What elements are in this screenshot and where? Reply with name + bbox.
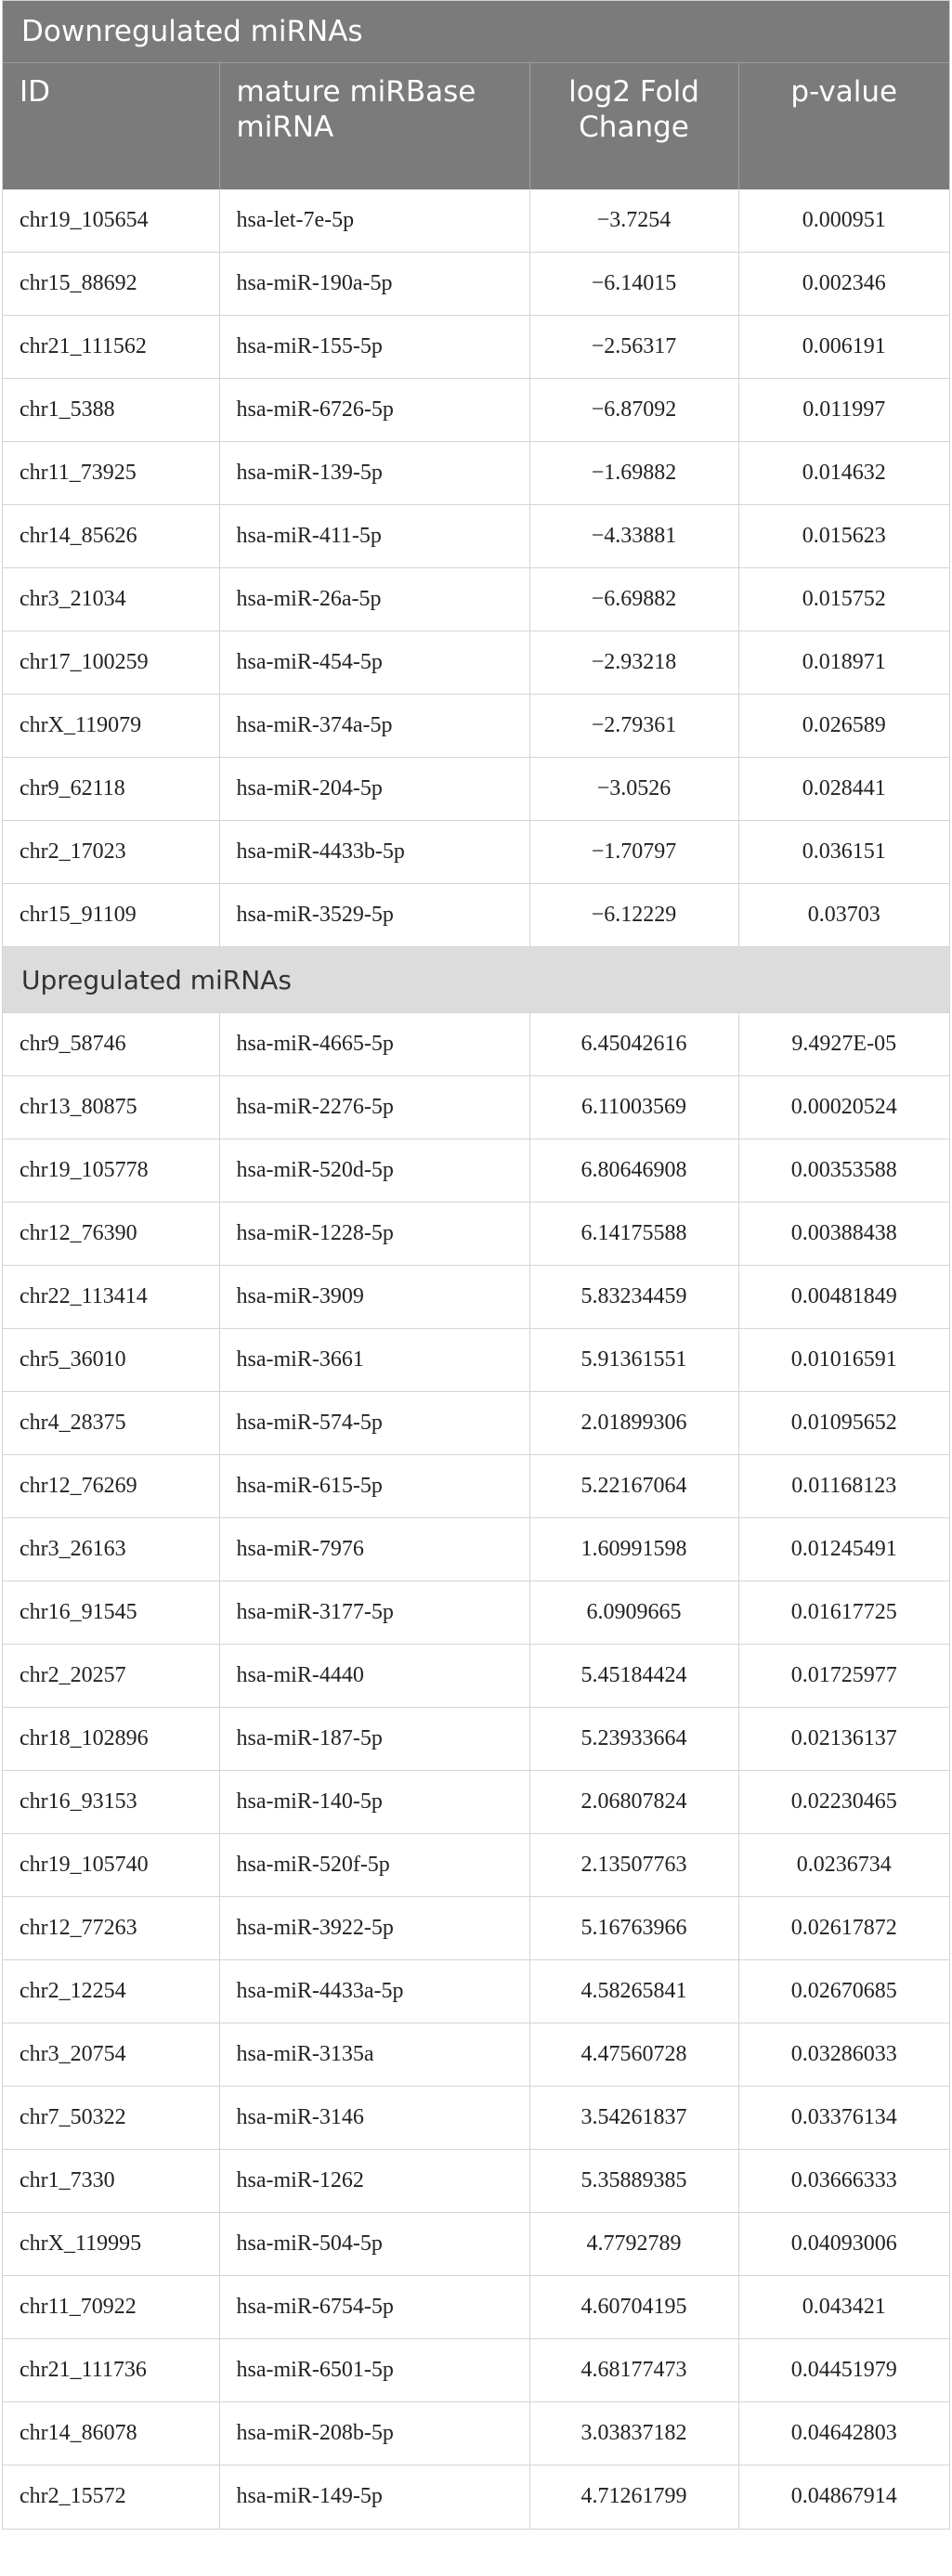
- table-row: [3, 631, 949, 695]
- cell-id: chrX_119079: [3, 695, 219, 758]
- cell-mirna: hsa-miR-187-5p: [219, 1708, 529, 1771]
- cell-pvalue: 0.01095652: [738, 1392, 949, 1455]
- table-row: [3, 1897, 949, 1960]
- cell-mirna: hsa-miR-3146: [219, 2087, 529, 2150]
- table-row: [3, 2276, 949, 2339]
- cell-mirna: hsa-miR-204-5p: [219, 758, 529, 821]
- cell-mirna: hsa-miR-454-5p: [219, 631, 529, 695]
- table-row: [3, 1329, 949, 1392]
- cell-mirna: hsa-miR-2276-5p: [219, 1076, 529, 1139]
- cell-id: chr21_111736: [3, 2339, 219, 2402]
- table-row: [3, 505, 949, 568]
- cell-mirna: hsa-miR-1228-5p: [219, 1203, 529, 1266]
- upregulated-section-header: [3, 947, 949, 1013]
- cell-id: chr2_17023: [3, 821, 219, 884]
- cell-fold-change: 2.13507763: [529, 1834, 738, 1897]
- table-row: [3, 2023, 949, 2087]
- table-row: [3, 1581, 949, 1645]
- cell-id: chr16_93153: [3, 1771, 219, 1834]
- cell-mirna: hsa-miR-374a-5p: [219, 695, 529, 758]
- cell-mirna: hsa-miR-3529-5p: [219, 884, 529, 947]
- table-row: [3, 1266, 949, 1329]
- cell-id: chrX_119995: [3, 2213, 219, 2276]
- cell-pvalue: 0.02670685: [738, 1960, 949, 2023]
- table-row: [3, 189, 949, 253]
- cell-pvalue: 0.03286033: [738, 2023, 949, 2087]
- cell-fold-change: −2.56317: [529, 316, 738, 379]
- cell-fold-change: 1.60991598: [529, 1518, 738, 1581]
- cell-pvalue: 0.002346: [738, 253, 949, 316]
- cell-fold-change: −1.69882: [529, 442, 738, 505]
- cell-pvalue: 0.011997: [738, 379, 949, 442]
- header-fc-line2: Change: [579, 111, 689, 144]
- cell-id: chr15_91109: [3, 884, 219, 947]
- cell-pvalue: 0.00020524: [738, 1076, 949, 1139]
- cell-pvalue: 0.00353588: [738, 1139, 949, 1203]
- cell-mirna: hsa-miR-6754-5p: [219, 2276, 529, 2339]
- cell-mirna: hsa-miR-26a-5p: [219, 568, 529, 631]
- cell-fold-change: −4.33881: [529, 505, 738, 568]
- cell-pvalue: 0.03666333: [738, 2150, 949, 2213]
- cell-fold-change: 6.45042616: [529, 1013, 738, 1076]
- cell-fold-change: 3.54261837: [529, 2087, 738, 2150]
- table-row: [3, 568, 949, 631]
- cell-fold-change: 5.23933664: [529, 1708, 738, 1771]
- cell-fold-change: 4.47560728: [529, 2023, 738, 2087]
- table-row: [3, 1834, 949, 1897]
- cell-id: chr3_21034: [3, 568, 219, 631]
- cell-id: chr9_62118: [3, 758, 219, 821]
- downregulated-title: Downregulated miRNAs: [3, 1, 949, 63]
- cell-pvalue: 0.01016591: [738, 1329, 949, 1392]
- cell-pvalue: 0.03703: [738, 884, 949, 947]
- cell-id: chr12_77263: [3, 1897, 219, 1960]
- cell-mirna: hsa-miR-139-5p: [219, 442, 529, 505]
- cell-fold-change: −2.93218: [529, 631, 738, 695]
- cell-pvalue: 0.018971: [738, 631, 949, 695]
- mirna-table: [3, 1, 949, 2529]
- cell-pvalue: 0.006191: [738, 316, 949, 379]
- cell-id: chr13_80875: [3, 1076, 219, 1139]
- header-pvalue: [738, 63, 949, 189]
- cell-mirna: hsa-miR-3922-5p: [219, 1897, 529, 1960]
- cell-fold-change: 5.83234459: [529, 1266, 738, 1329]
- cell-pvalue: 0.00388438: [738, 1203, 949, 1266]
- table-row: [3, 1455, 949, 1518]
- table-row: [3, 1139, 949, 1203]
- cell-mirna: hsa-miR-574-5p: [219, 1392, 529, 1455]
- cell-mirna: hsa-miR-3135a: [219, 2023, 529, 2087]
- table-row: [3, 1771, 949, 1834]
- cell-id: chr9_58746: [3, 1013, 219, 1076]
- cell-fold-change: −6.69882: [529, 568, 738, 631]
- cell-pvalue: 0.00481849: [738, 1266, 949, 1329]
- cell-id: chr14_85626: [3, 505, 219, 568]
- table-row: [3, 379, 949, 442]
- cell-id: chr19_105740: [3, 1834, 219, 1897]
- cell-mirna: hsa-miR-190a-5p: [219, 253, 529, 316]
- table-row: [3, 2402, 949, 2465]
- cell-pvalue: 0.036151: [738, 821, 949, 884]
- header-mirna-line2: miRNA: [236, 111, 334, 144]
- cell-fold-change: −6.12229: [529, 884, 738, 947]
- cell-id: chr2_20257: [3, 1645, 219, 1708]
- cell-id: chr14_86078: [3, 2402, 219, 2465]
- cell-id: chr3_20754: [3, 2023, 219, 2087]
- cell-id: chr12_76390: [3, 1203, 219, 1266]
- table-row: [3, 1392, 949, 1455]
- cell-pvalue: 0.0236734: [738, 1834, 949, 1897]
- cell-pvalue: 0.01617725: [738, 1581, 949, 1645]
- cell-id: chr7_50322: [3, 2087, 219, 2150]
- upregulated-title: Upregulated miRNAs: [3, 947, 949, 1013]
- mirna-table-container: [2, 0, 950, 2530]
- cell-id: chr5_36010: [3, 1329, 219, 1392]
- table-row: [3, 1960, 949, 2023]
- cell-pvalue: 0.02230465: [738, 1771, 949, 1834]
- cell-fold-change: 2.01899306: [529, 1392, 738, 1455]
- cell-fold-change: 4.60704195: [529, 2276, 738, 2339]
- cell-id: chr12_76269: [3, 1455, 219, 1518]
- cell-id: chr11_73925: [3, 442, 219, 505]
- downregulated-section-header: [3, 1, 949, 63]
- cell-mirna: hsa-miR-4433a-5p: [219, 1960, 529, 2023]
- cell-fold-change: −3.7254: [529, 189, 738, 253]
- cell-id: chr15_88692: [3, 253, 219, 316]
- cell-fold-change: 4.68177473: [529, 2339, 738, 2402]
- cell-fold-change: 3.03837182: [529, 2402, 738, 2465]
- cell-id: chr21_111562: [3, 316, 219, 379]
- cell-pvalue: 0.01245491: [738, 1518, 949, 1581]
- cell-fold-change: 6.0909665: [529, 1581, 738, 1645]
- cell-mirna: hsa-miR-140-5p: [219, 1771, 529, 1834]
- table-row: [3, 821, 949, 884]
- cell-fold-change: 2.06807824: [529, 1771, 738, 1834]
- header-fold-change: [529, 63, 738, 189]
- cell-fold-change: −6.14015: [529, 253, 738, 316]
- cell-id: chr1_7330: [3, 2150, 219, 2213]
- cell-id: chr22_113414: [3, 1266, 219, 1329]
- cell-mirna: hsa-miR-504-5p: [219, 2213, 529, 2276]
- cell-fold-change: 6.80646908: [529, 1139, 738, 1203]
- table-row: [3, 2213, 949, 2276]
- cell-pvalue: 0.000951: [738, 189, 949, 253]
- cell-fold-change: 5.22167064: [529, 1455, 738, 1518]
- cell-id: chr11_70922: [3, 2276, 219, 2339]
- cell-pvalue: 0.04867914: [790, 2484, 897, 2509]
- cell-mirna: hsa-miR-520d-5p: [219, 1139, 529, 1203]
- cell-id: chr18_102896: [3, 1708, 219, 1771]
- cell-fold-change: 5.91361551: [529, 1329, 738, 1392]
- cell-mirna: hsa-miR-3177-5p: [219, 1581, 529, 1645]
- table-row: [3, 695, 949, 758]
- cell-pvalue: 0.04642803: [738, 2402, 949, 2465]
- table-row: [3, 1076, 949, 1139]
- header-pvalue-label: p-value: [790, 75, 898, 109]
- cell-fold-change: 5.35889385: [529, 2150, 738, 2213]
- cell-pvalue: 0.02617872: [738, 1897, 949, 1960]
- cell-fold-change: 6.14175588: [529, 1203, 738, 1266]
- cell-pvalue: 0.014632: [738, 442, 949, 505]
- cell-mirna: hsa-miR-208b-5p: [219, 2402, 529, 2465]
- cell-mirna: hsa-miR-4665-5p: [219, 1013, 529, 1076]
- cell-mirna: hsa-miR-7976: [219, 1518, 529, 1581]
- cell-pvalue: 0.01725977: [738, 1645, 949, 1708]
- table-row: [3, 758, 949, 821]
- cell-pvalue: 0.043421: [738, 2276, 949, 2339]
- cell-fold-change: 5.45184424: [529, 1645, 738, 1708]
- table-row: [3, 1708, 949, 1771]
- table-row: [3, 253, 949, 316]
- table-row: [3, 884, 949, 947]
- cell-pvalue: 0.028441: [738, 758, 949, 821]
- cell-fold-change: 4.7792789: [529, 2213, 738, 2276]
- table-row: [3, 1203, 949, 1266]
- cell-id: chr2_15572: [3, 2465, 219, 2529]
- cell-mirna: hsa-miR-3909: [219, 1266, 529, 1329]
- cell-id: chr16_91545: [3, 1581, 219, 1645]
- table-row: [3, 442, 949, 505]
- cell-fold-change: 5.16763966: [529, 1897, 738, 1960]
- cell-mirna: hsa-miR-4440: [219, 1645, 529, 1708]
- cell-mirna: hsa-miR-6726-5p: [219, 379, 529, 442]
- cell-mirna: hsa-miR-520f-5p: [219, 1834, 529, 1897]
- cell-mirna: hsa-let-7e-5p: [219, 189, 529, 253]
- cell-fold-change: 6.11003569: [529, 1076, 738, 1139]
- cell-fold-change: 4.71261799: [529, 2465, 738, 2529]
- cell-mirna: hsa-miR-1262: [219, 2150, 529, 2213]
- cell-id: chr1_5388: [3, 379, 219, 442]
- cell-mirna: hsa-miR-155-5p: [219, 316, 529, 379]
- cell-fold-change: −3.0526: [529, 758, 738, 821]
- cell-id: chr17_100259: [3, 631, 219, 695]
- cell-id: chr19_105778: [3, 1139, 219, 1203]
- cell-id: chr4_28375: [3, 1392, 219, 1455]
- cell-mirna: hsa-miR-6501-5p: [219, 2339, 529, 2402]
- table-row: [3, 2465, 949, 2529]
- cell-pvalue: 0.04093006: [738, 2213, 949, 2276]
- cell-pvalue: 9.4927E-05: [738, 1013, 949, 1076]
- cell-pvalue: 0.04451979: [738, 2339, 949, 2402]
- cell-pvalue: 0.015623: [738, 505, 949, 568]
- table-body: [3, 189, 949, 2529]
- header-mirna: [219, 63, 529, 189]
- cell-mirna: hsa-miR-411-5p: [219, 505, 529, 568]
- cell-pvalue: 0.01168123: [738, 1455, 949, 1518]
- cell-fold-change: −1.70797: [529, 821, 738, 884]
- header-mirna-line1: mature miRBase: [236, 75, 476, 109]
- cell-fold-change: −2.79361: [529, 695, 738, 758]
- header-id: [3, 63, 219, 189]
- header-id-label: ID: [20, 75, 51, 109]
- cell-pvalue: 0.02136137: [738, 1708, 949, 1771]
- cell-mirna: hsa-miR-615-5p: [219, 1455, 529, 1518]
- cell-pvalue: 0.03376134: [738, 2087, 949, 2150]
- cell-id: chr19_105654: [3, 189, 219, 253]
- cell-mirna: hsa-miR-4433b-5p: [219, 821, 529, 884]
- table-row: [3, 316, 949, 379]
- header-fc-line1: log2 Fold: [568, 75, 699, 109]
- cell-mirna: hsa-miR-3661: [219, 1329, 529, 1392]
- column-header-row: [3, 63, 949, 189]
- cell-mirna: hsa-miR-149-5p: [219, 2465, 529, 2529]
- cell-pvalue: 0.015752: [738, 568, 949, 631]
- table-row: [3, 2339, 949, 2402]
- cell-fold-change: 4.58265841: [529, 1960, 738, 2023]
- table-row: [3, 2087, 949, 2150]
- table-row: [3, 1645, 949, 1708]
- cell-id: chr3_26163: [3, 1518, 219, 1581]
- cell-pvalue: 0.026589: [738, 695, 949, 758]
- cell-fold-change: −6.87092: [529, 379, 738, 442]
- table-row: [3, 1013, 949, 1076]
- table-row: [3, 1518, 949, 1581]
- cell-id: chr2_12254: [3, 1960, 219, 2023]
- table-row: [3, 2150, 949, 2213]
